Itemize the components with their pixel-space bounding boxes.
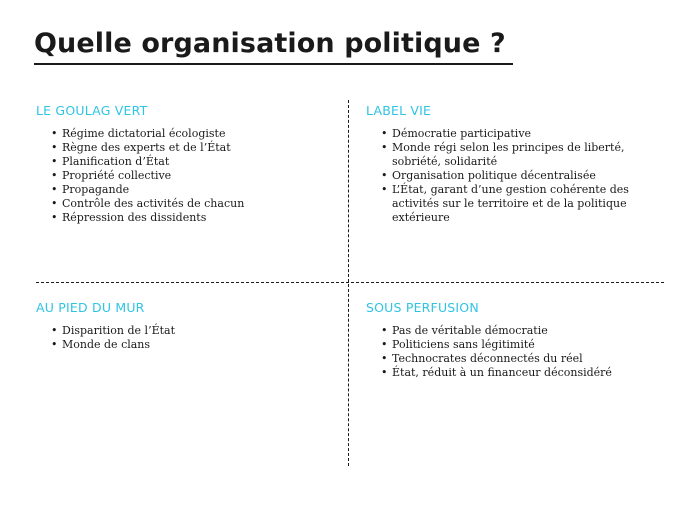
bullet-icon: • — [51, 324, 58, 337]
list-item-text: Propagande — [62, 183, 130, 196]
list-item — [36, 338, 336, 352]
title-underline — [34, 63, 513, 65]
list-item — [366, 352, 666, 366]
bullet-list — [36, 127, 336, 225]
list-item-text: Répression des dissidents — [62, 211, 207, 224]
bullet-icon: • — [381, 169, 388, 182]
list-item-text: Démocratie participative — [392, 127, 532, 140]
list-item-text: Politiciens sans légitimité — [392, 338, 535, 351]
quadrant-sous-perfusion — [366, 300, 666, 380]
list-item — [366, 127, 666, 141]
list-item-text: Monde régi selon les principes de liberté, sobriété, solidarité — [392, 141, 625, 168]
list-item — [36, 155, 336, 169]
bullet-icon: • — [51, 127, 58, 140]
quadrant-heading: LABEL VIE — [366, 103, 432, 118]
quadrant-le-goulag-vert — [36, 103, 336, 225]
bullet-list — [366, 127, 666, 225]
list-item — [366, 366, 666, 380]
list-item-text: État, réduit à un financeur déconsidéré — [392, 366, 612, 379]
list-item-text: Monde de clans — [62, 338, 151, 351]
bullet-icon: • — [51, 183, 58, 196]
vertical-dashed-divider — [348, 100, 349, 466]
bullet-icon: • — [51, 169, 58, 182]
list-item — [36, 183, 336, 197]
bullet-icon: • — [381, 366, 388, 379]
list-item-text: Régime dictatorial écologiste — [62, 127, 226, 140]
list-item — [366, 141, 666, 169]
bullet-icon: • — [51, 141, 58, 154]
bullet-icon: • — [381, 324, 388, 337]
list-item-text: L’État, garant d’une gestion cohérente des activités sur le territoire et de la politique extérieure — [392, 183, 629, 224]
list-item — [36, 127, 336, 141]
list-item-text: Disparition de l’État — [62, 324, 175, 337]
list-item — [36, 197, 336, 211]
bullet-icon: • — [381, 141, 388, 154]
bullet-icon: • — [381, 127, 388, 140]
list-item-text: Contrôle des activités de chacun — [62, 197, 245, 210]
list-item — [36, 324, 336, 338]
quadrant-label-vie — [366, 103, 666, 225]
list-item-text: Organisation politique décentralisée — [392, 169, 596, 182]
list-item-text: Pas de véritable démocratie — [392, 324, 548, 337]
quadrant-heading: AU PIED DU MUR — [36, 300, 145, 315]
list-item — [36, 169, 336, 183]
list-item-text: Planification d’État — [62, 155, 170, 168]
list-item-text: Propriété collective — [62, 169, 172, 182]
list-item — [36, 141, 336, 155]
bullet-icon: • — [381, 352, 388, 365]
horizontal-dashed-divider — [36, 282, 664, 283]
page-title: Quelle organisation politique ? — [34, 28, 506, 59]
quadrant-heading: LE GOULAG VERT — [36, 103, 148, 118]
bullet-icon: • — [381, 338, 388, 351]
bullet-icon: • — [51, 155, 58, 168]
list-item — [366, 338, 666, 352]
list-item-text: Règne des experts et de l’État — [62, 141, 231, 154]
list-item — [366, 169, 666, 183]
bullet-icon: • — [51, 338, 58, 351]
bullet-icon: • — [51, 211, 58, 224]
list-item-text: Technocrates déconnectés du réel — [392, 352, 583, 365]
bullet-icon: • — [51, 197, 58, 210]
list-item — [366, 324, 666, 338]
bullet-icon: • — [381, 183, 388, 196]
quadrant-au-pied-du-mur — [36, 300, 336, 352]
bullet-list — [366, 324, 666, 380]
list-item — [366, 183, 666, 225]
bullet-list — [36, 324, 336, 352]
quadrant-heading: SOUS PERFUSION — [366, 300, 479, 315]
list-item — [36, 211, 336, 225]
